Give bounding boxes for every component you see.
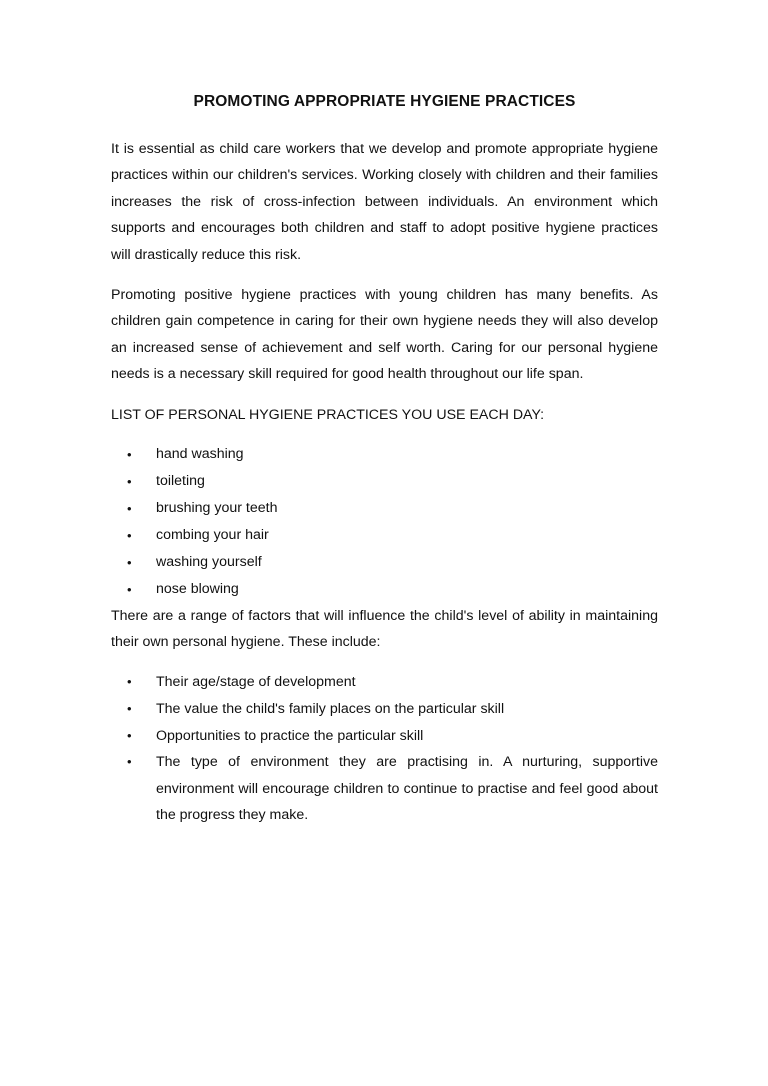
list-item [111,696,658,723]
bullet-icon: • [127,674,132,690]
list-item [111,723,658,750]
list-item [111,576,658,603]
bullet-icon: • [127,446,132,462]
list-item [111,549,658,576]
list-item-text: Opportunities to practice the particular skill [156,727,424,744]
list-item [111,749,658,829]
practices-list-heading: LIST OF PERSONAL HYGIENE PRACTICES YOU USE EACH DAY: [111,406,545,423]
list-item [111,468,658,495]
bullet-icon: • [127,701,132,717]
bullet-icon: • [127,554,132,570]
list-item [111,522,658,549]
list-item [111,669,658,696]
list-item-text: toileting [156,472,205,489]
list-item-text: hand washing [156,445,244,462]
document-title: PROMOTING APPROPRIATE HYGIENE PRACTICES [193,93,576,110]
list-item [111,495,658,522]
bullet-icon: • [127,727,132,743]
bullet-icon: • [127,527,132,543]
bullet-icon: • [127,581,132,597]
list-item-text: The type of environment they are practising in. A nurturing, supportive environment will encourage children to continue to practise and feel good about the progress they make. [156,754,658,824]
bullet-icon: • [127,754,132,770]
bullet-icon: • [127,473,132,489]
document-page [111,92,658,829]
factors-paragraph: There are a range of factors that will influence the child's level of ability in maintaining their own personal hygiene. These include: [111,607,658,651]
list-item-text: combing your hair [156,526,269,543]
benefits-paragraph: Promoting positive hygiene practices with young children has many benefits. As children gain competence in caring for their own hygiene needs they will also develop an increased sense of achievement and self worth. Caring for our personal hygiene needs is a necessary skill required for good health throughout our life span. [111,287,658,383]
bullet-icon: • [127,500,132,516]
list-item-text: The value the child's family places on the particular skill [156,701,505,718]
practices-list [111,441,658,603]
list-item-text: brushing your teeth [156,499,278,516]
list-item-text: nose blowing [156,580,239,597]
list-item [111,441,658,468]
intro-paragraph: It is essential as child care workers that we develop and promote appropriate hygiene practices within our children's services. Working closely with children and their families increases the risk of cross-infection between individuals. An environment which supports and encourages both children and staff to adopt positive hygiene practices will drastically reduce this risk. [111,141,658,263]
list-item-text: Their age/stage of development [156,674,356,691]
factors-list [111,669,658,829]
list-item-text: washing yourself [156,553,262,570]
